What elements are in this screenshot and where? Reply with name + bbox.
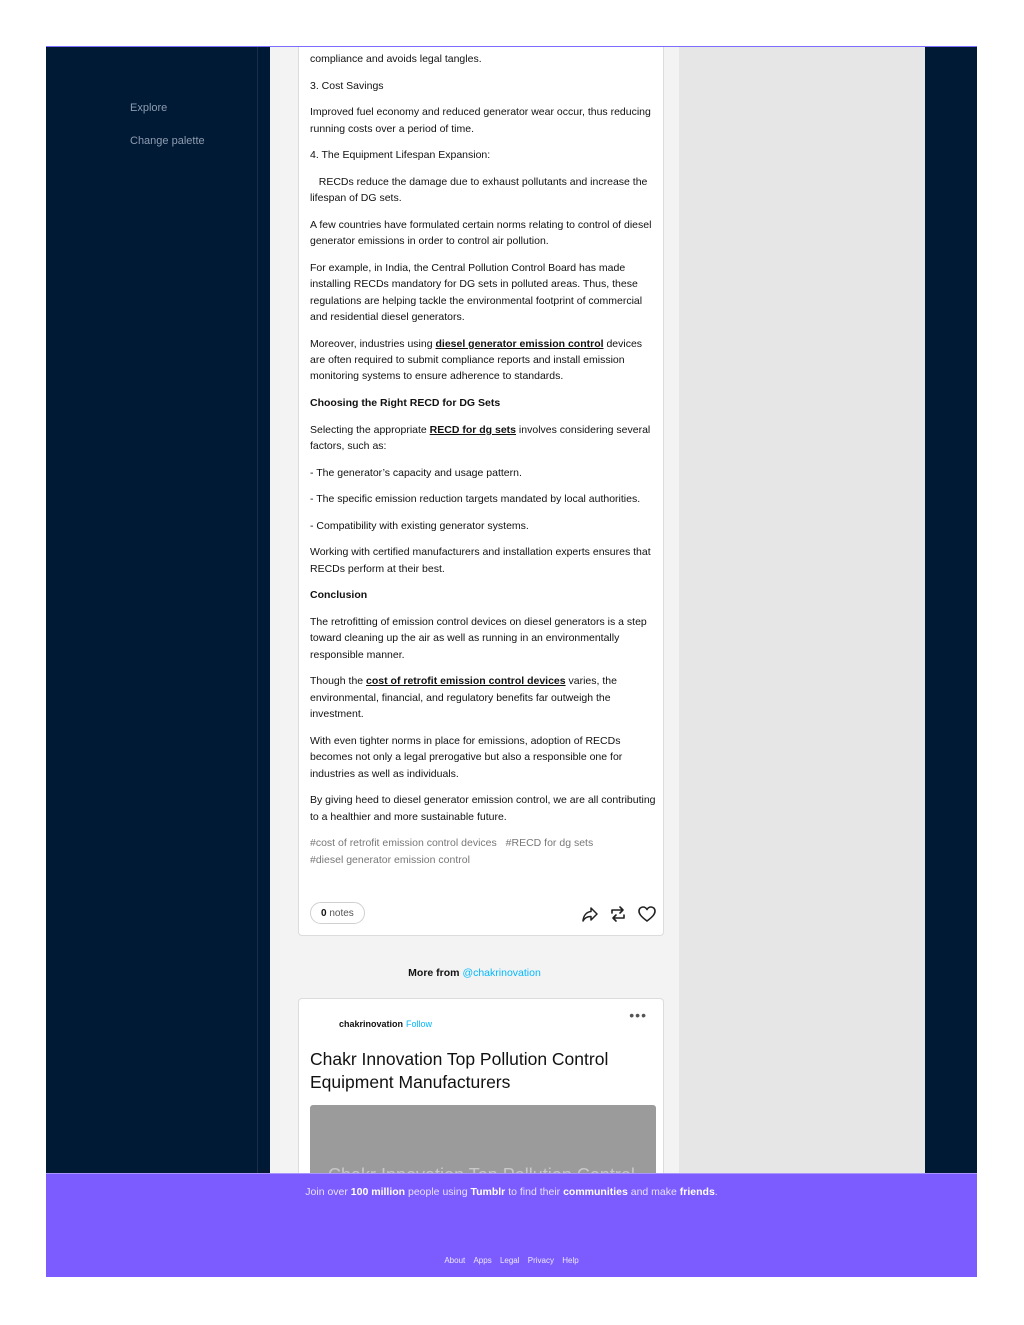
text: Join over	[305, 1186, 351, 1198]
footer-link-help[interactable]: Help	[562, 1256, 579, 1265]
footer-link-about[interactable]: About	[444, 1256, 466, 1265]
username-link[interactable]: chakrinovation	[339, 1019, 404, 1029]
post-column	[270, 47, 679, 1277]
paragraph: For example, in India, the Central Pollution Control Board has made installing RECDs mandatory for DG sets in polluted areas. Thus, these regulations are helping tackle the environmental footprint of commercial and residential diesel generators.	[310, 261, 643, 323]
paragraph: - The specific emission reduction targets mandated by local authorities.	[310, 493, 641, 506]
link-recd-for-dg-sets[interactable]: RECD for dg sets	[429, 423, 517, 436]
footer-link-legal[interactable]: Legal	[499, 1256, 520, 1265]
post-title[interactable]: Chakr Innovation Top Pollution Control Equipment Manufacturers	[310, 1049, 609, 1092]
sidebar-explore-link[interactable]: Explore	[130, 102, 168, 114]
text: involves considering several factors, such as:	[310, 423, 651, 452]
text: friends	[679, 1186, 715, 1198]
link-diesel-generator-emission-control[interactable]: diesel generator emission control	[435, 337, 604, 350]
text: to find their	[505, 1186, 564, 1198]
text: Moreover, industries using	[310, 337, 436, 350]
paragraph: The retrofitting of emission control devices on diesel generators is a step toward cleaning up the air as well as running in an environmentally responsible manner.	[310, 615, 647, 661]
notes-label: notes	[329, 908, 354, 919]
post-tags	[310, 835, 656, 868]
text: Though the	[310, 675, 367, 688]
paragraph: 4. The Equipment Lifespan Expansion:	[310, 149, 491, 162]
paragraph: Improved fuel economy and reduced generator wear occur, thus reducing running costs over a period of time.	[310, 106, 651, 135]
blog-handle-link[interactable]: @chakrinovation	[462, 967, 541, 979]
paragraph: Working with certified manufacturers and installation experts ensures that RECDs perform at their best.	[310, 546, 651, 575]
paragraph: With even tighter norms in place for emissions, adoption of RECDs becomes not only a legal prerogative but also a responsible one for industries as well as individuals.	[310, 734, 623, 780]
share-icon[interactable]	[580, 904, 600, 924]
paragraph: 3. Cost Savings	[310, 79, 384, 92]
tag-link[interactable]: #RECD for dg sets	[505, 837, 594, 850]
paragraph: compliance and avoids legal tangles.	[310, 53, 482, 65]
notes-count: 0	[321, 908, 327, 919]
reblog-icon[interactable]	[608, 904, 628, 924]
app-frame	[46, 46, 977, 1277]
text: communities	[563, 1186, 628, 1198]
text: varies, the environmental, financial, and regulatory benefits far outweigh the investment.	[310, 675, 617, 721]
signup-message	[46, 1186, 977, 1198]
footer-link-privacy[interactable]: Privacy	[527, 1256, 554, 1265]
paragraph: - Compatibility with existing generator systems.	[310, 519, 529, 532]
post-header	[339, 1019, 432, 1029]
signup-banner	[46, 1173, 977, 1277]
tag-link[interactable]: #diesel generator emission control	[310, 853, 470, 866]
post-card	[298, 46, 664, 936]
paragraph: RECDs reduce the damage due to exhaust pollutants and increase the lifespan of DG sets.	[310, 175, 651, 205]
post-body	[310, 51, 656, 868]
paragraph: - The generator’s capacity and usage pattern.	[310, 466, 522, 479]
section-heading: Choosing the Right RECD for DG Sets	[310, 397, 501, 409]
section-heading: Conclusion	[310, 589, 368, 602]
text: Selecting the appropriate	[310, 423, 430, 436]
paragraph	[310, 336, 656, 385]
sidebar	[46, 47, 258, 1277]
notes-button[interactable]	[310, 902, 365, 924]
footer-links	[46, 1256, 977, 1265]
like-heart-icon[interactable]	[637, 904, 657, 924]
text: and make	[627, 1186, 680, 1198]
link-cost-of-retrofit[interactable]: cost of retrofit emission control devices	[366, 675, 566, 688]
sidebar-change-palette-link[interactable]: Change palette	[130, 135, 205, 147]
text: people using	[405, 1186, 471, 1198]
footer-link-apps[interactable]: Apps	[473, 1256, 492, 1265]
more-from-heading	[270, 967, 679, 979]
paragraph: A few countries have formulated certain norms relating to control of diesel generator emissions in order to control air pollution.	[310, 218, 652, 248]
more-options-icon[interactable]: •••	[629, 1007, 647, 1023]
more-from-label: More from	[408, 967, 460, 979]
text: devices are often required to submit compliance reports and install emission monitoring systems to ensure adherence to standards.	[310, 337, 643, 383]
follow-button[interactable]: Follow	[406, 1019, 433, 1029]
text: 100 million	[350, 1186, 406, 1198]
text: Tumblr	[470, 1186, 506, 1198]
main-area	[270, 47, 925, 1277]
tag-link[interactable]: #cost of retrofit emission control devices	[310, 837, 497, 850]
paragraph	[310, 422, 656, 455]
paragraph	[310, 673, 656, 722]
text: .	[714, 1186, 718, 1198]
paragraph: By giving heed to diesel generator emission control, we are all contributing to a healthier and more sustainable future.	[310, 794, 656, 823]
